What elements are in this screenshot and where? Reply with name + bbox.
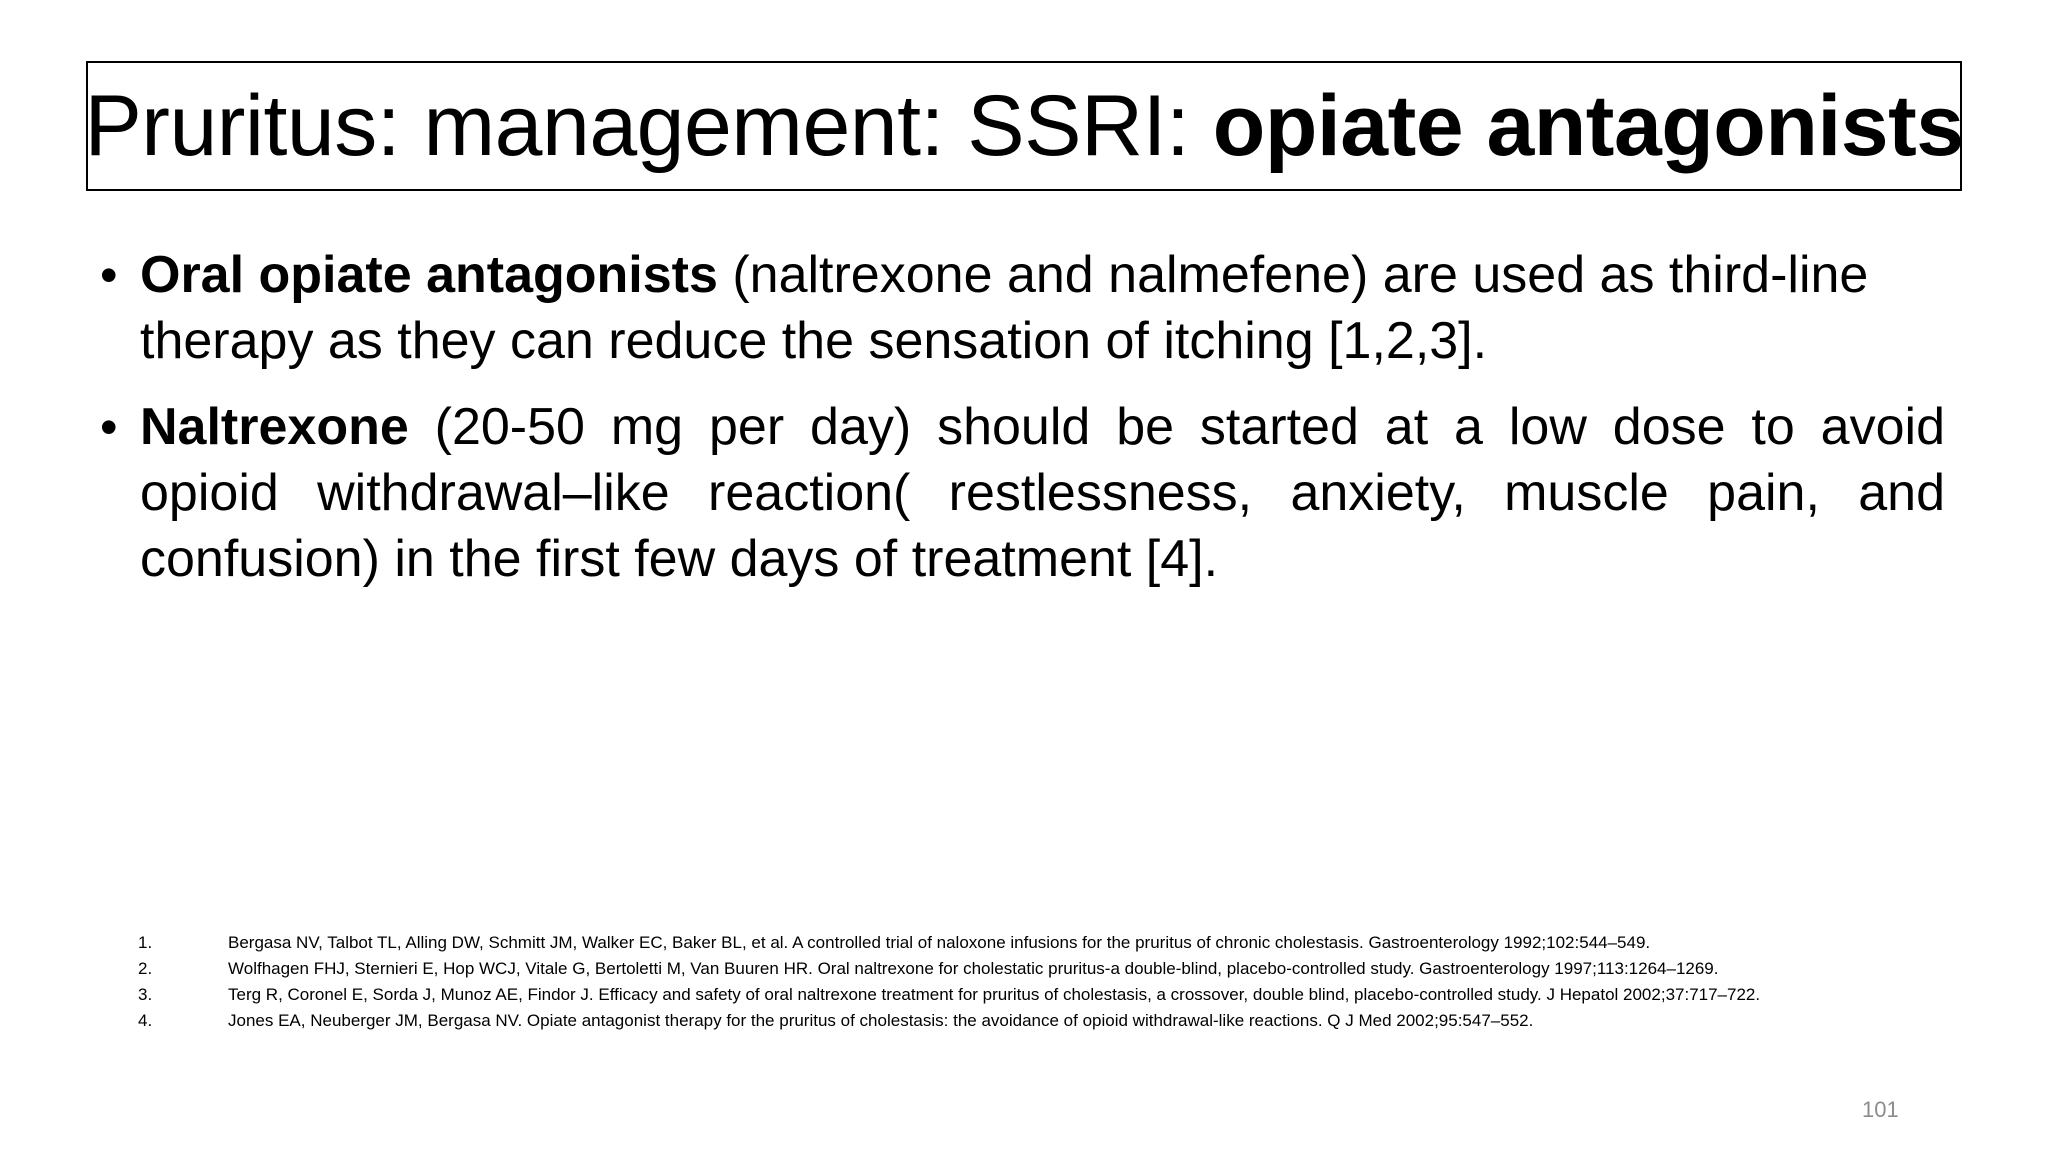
reference-item [138, 1008, 1934, 1034]
reference-text: Wolfhagen FHJ, Sternieri E, Hop WCJ, Vitale G, Bertoletti M, Van Buuren HR. Oral naltrexone for cholestatic pruritus-a double-blind, placebo-controlled study. Gastroenterology 1997;113:1264–1269. [228, 959, 1719, 978]
reference-number: 3. [138, 985, 153, 1004]
reference-text: Jones EA, Neuberger JM, Bergasa NV. Opiate antagonist therapy for the pruritus of cholestasis: the avoidance of opioid withdrawal-like reactions. Q J Med 2002;95:547–552. [228, 1011, 1534, 1030]
reference-number: 4. [138, 1011, 153, 1030]
bullet-bold: Oral opiate antagonists [140, 246, 718, 304]
bullet-dot-icon: • [100, 399, 118, 455]
reference-number: 1. [138, 933, 153, 952]
slide-title-box [86, 61, 1962, 191]
bullet-body: (20-50 mg per day) should be started at a low dose to avoid opioid withdrawal–like reaction( restlessness, anxiety, muscle pain, and confusion) in the first few days of treatment [4]. [140, 398, 1945, 588]
reference-item [138, 930, 1934, 956]
slide-title [84, 78, 1964, 174]
reference-text: Terg R, Coronel E, Sorda J, Munoz AE, Findor J. Efficacy and safety of oral naltrexone treatment for pruritus of cholestasis, a crossover, double blind, placebo-controlled study. J Hepatol 2002;37:717–722. [228, 985, 1761, 1004]
reference-text: Bergasa NV, Talbot TL, Alling DW, Schmitt JM, Walker EC, Baker BL, et al. A controlled trial of naloxone infusions for the pruritus of chronic cholestasis. Gastroenterology 1992;102:544–549. [228, 933, 1651, 952]
reference-item [138, 956, 1934, 982]
bullet-text [140, 394, 1945, 592]
bullet-item [100, 242, 1945, 374]
bullet-text [140, 242, 1945, 374]
references-list [138, 930, 1934, 1034]
bullet-list [100, 242, 1945, 612]
reference-item [138, 982, 1934, 1008]
bullet-item [100, 394, 1945, 592]
title-bold: opiate antagonists [1212, 78, 1964, 174]
bullet-body: (naltrexone and nalmefene) are used as third-line therapy as they can reduce the sensation of itching [1,2,3]. [140, 246, 1869, 370]
bullet-bold: Naltrexone [140, 398, 409, 456]
bullet-dot-icon: • [100, 247, 118, 303]
page-number: 101 [1862, 1097, 1899, 1122]
title-normal: Pruritus: management: SSRI: [84, 78, 1213, 174]
reference-number: 2. [138, 959, 153, 978]
